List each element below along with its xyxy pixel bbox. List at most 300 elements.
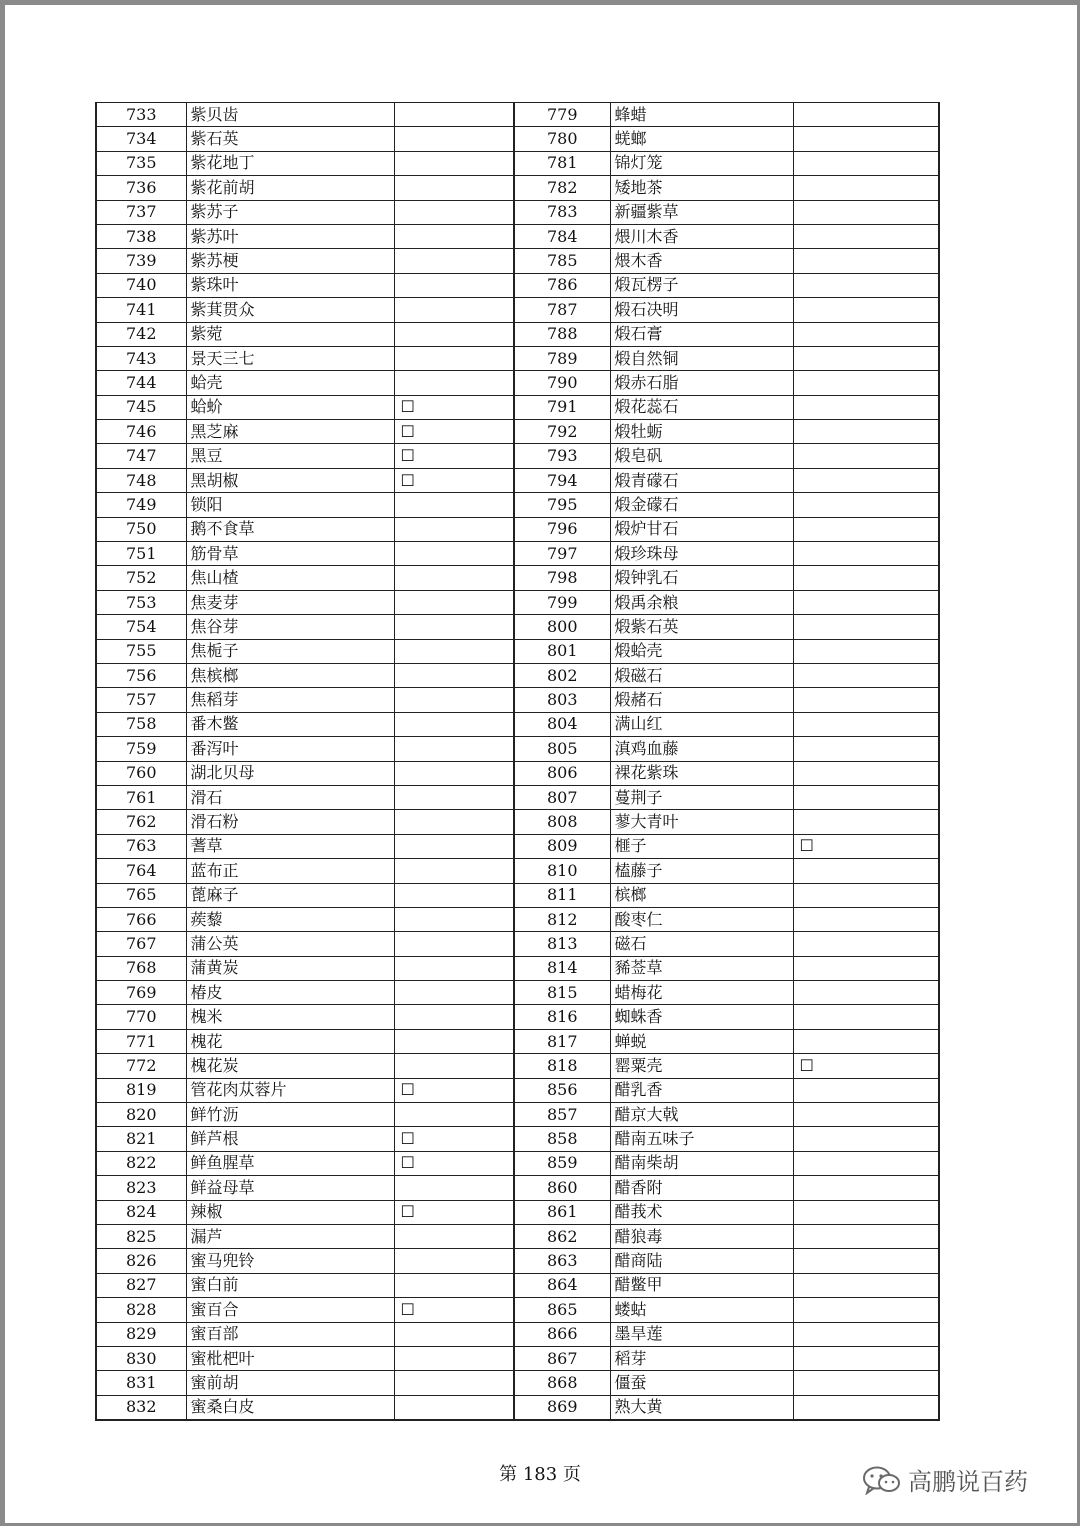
left-mark: ☐ [394, 1298, 514, 1322]
left-herb-name: 黑胡椒 [186, 468, 394, 492]
left-herb-name: 筋骨草 [186, 542, 394, 566]
right-mark [793, 859, 939, 883]
left-herb-name: 滑石 [186, 785, 394, 809]
right-mark [793, 1005, 939, 1029]
left-number: 757 [96, 688, 186, 712]
left-herb-name: 焦栀子 [186, 639, 394, 663]
right-mark [793, 1127, 939, 1151]
table-row [96, 346, 939, 370]
right-herb-name: 滇鸡血藤 [610, 737, 793, 761]
left-mark [394, 663, 514, 687]
left-mark [394, 1103, 514, 1127]
right-number: 862 [514, 1224, 610, 1248]
table-row [96, 1151, 939, 1175]
right-mark [793, 688, 939, 712]
left-number: 752 [96, 566, 186, 590]
right-mark [793, 1371, 939, 1395]
left-mark [394, 322, 514, 346]
left-number: 762 [96, 810, 186, 834]
left-herb-name: 紫石英 [186, 127, 394, 151]
right-mark [793, 444, 939, 468]
right-herb-name: 煨木香 [610, 249, 793, 273]
left-herb-name: 鲜益母草 [186, 1176, 394, 1200]
left-mark [394, 981, 514, 1005]
right-herb-name: 锦灯笼 [610, 151, 793, 175]
right-number: 861 [514, 1200, 610, 1224]
table-row [96, 1249, 939, 1273]
right-mark [793, 810, 939, 834]
left-herb-name: 漏芦 [186, 1224, 394, 1248]
right-herb-name: 榼藤子 [610, 859, 793, 883]
left-number: 829 [96, 1322, 186, 1346]
left-herb-name: 蓖麻子 [186, 883, 394, 907]
table-row [96, 688, 939, 712]
right-mark [793, 542, 939, 566]
left-number: 737 [96, 200, 186, 224]
right-herb-name: 煅赭石 [610, 688, 793, 712]
table-row [96, 273, 939, 297]
right-herb-name: 熟大黄 [610, 1395, 793, 1420]
left-mark [394, 712, 514, 736]
left-mark [394, 639, 514, 663]
right-herb-name: 僵蚕 [610, 1371, 793, 1395]
table-row [96, 883, 939, 907]
left-herb-name: 紫花前胡 [186, 176, 394, 200]
left-mark [394, 273, 514, 297]
left-mark [394, 224, 514, 248]
right-herb-name: 煅炉甘石 [610, 517, 793, 541]
right-number: 804 [514, 712, 610, 736]
table-row [96, 785, 939, 809]
left-number: 738 [96, 224, 186, 248]
right-number: 779 [514, 103, 610, 127]
right-number: 785 [514, 249, 610, 273]
right-herb-name: 醋京大戟 [610, 1103, 793, 1127]
left-mark: ☐ [394, 1200, 514, 1224]
table-row [96, 1005, 939, 1029]
right-herb-name: 矮地茶 [610, 176, 793, 200]
left-mark [394, 346, 514, 370]
right-number: 798 [514, 566, 610, 590]
right-mark [793, 1103, 939, 1127]
right-number: 858 [514, 1127, 610, 1151]
left-number: 767 [96, 932, 186, 956]
table-row [96, 420, 939, 444]
table-row [96, 200, 939, 224]
right-mark [793, 932, 939, 956]
right-herb-name: 醋南五味子 [610, 1127, 793, 1151]
left-mark [394, 956, 514, 980]
left-herb-name: 紫苏子 [186, 200, 394, 224]
wechat-icon [862, 1465, 902, 1495]
left-herb-name: 蓍草 [186, 834, 394, 858]
right-herb-name: 煅赤石脂 [610, 371, 793, 395]
left-number: 743 [96, 346, 186, 370]
right-number: 809 [514, 834, 610, 858]
table-row [96, 712, 939, 736]
table-row [96, 810, 939, 834]
left-number: 827 [96, 1273, 186, 1297]
left-herb-name: 蜜枇杷叶 [186, 1346, 394, 1370]
left-number: 745 [96, 395, 186, 419]
left-mark [394, 785, 514, 809]
left-herb-name: 蒲公英 [186, 932, 394, 956]
right-herb-name: 煅牡蛎 [610, 420, 793, 444]
right-mark [793, 1395, 939, 1420]
left-mark: ☐ [394, 444, 514, 468]
left-mark [394, 1249, 514, 1273]
left-number: 750 [96, 517, 186, 541]
right-number: 817 [514, 1029, 610, 1053]
left-mark: ☐ [394, 1151, 514, 1175]
table-row [96, 761, 939, 785]
left-herb-name: 番泻叶 [186, 737, 394, 761]
right-mark [793, 981, 939, 1005]
right-number: 799 [514, 590, 610, 614]
right-herb-name: 煅皂矾 [610, 444, 793, 468]
right-herb-name: 槟榔 [610, 883, 793, 907]
right-mark [793, 1249, 939, 1273]
herb-table [95, 102, 940, 1421]
right-herb-name: 豨莶草 [610, 956, 793, 980]
right-number: 793 [514, 444, 610, 468]
right-herb-name: 罂粟壳 [610, 1054, 793, 1078]
left-herb-name: 焦稻芽 [186, 688, 394, 712]
table-row [96, 395, 939, 419]
left-herb-name: 景天三七 [186, 346, 394, 370]
table-row [96, 151, 939, 175]
right-number: 869 [514, 1395, 610, 1420]
left-herb-name: 槐花 [186, 1029, 394, 1053]
left-herb-name: 槐花炭 [186, 1054, 394, 1078]
right-herb-name: 煅珍珠母 [610, 542, 793, 566]
left-mark [394, 1322, 514, 1346]
right-number: 812 [514, 907, 610, 931]
right-mark [793, 1078, 939, 1102]
table-row [96, 127, 939, 151]
left-herb-name: 滑石粉 [186, 810, 394, 834]
table-row [96, 468, 939, 492]
left-mark [394, 249, 514, 273]
right-herb-name: 醋南柴胡 [610, 1151, 793, 1175]
left-number: 819 [96, 1078, 186, 1102]
right-herb-name: 煅禹余粮 [610, 590, 793, 614]
left-mark [394, 103, 514, 127]
right-number: 797 [514, 542, 610, 566]
right-number: 796 [514, 517, 610, 541]
table-row [96, 1298, 939, 1322]
left-mark [394, 737, 514, 761]
left-mark [394, 371, 514, 395]
right-number: 800 [514, 615, 610, 639]
left-herb-name: 蛤壳 [186, 371, 394, 395]
left-herb-name: 紫珠叶 [186, 273, 394, 297]
left-number: 825 [96, 1224, 186, 1248]
table-row [96, 517, 939, 541]
left-herb-name: 紫苏叶 [186, 224, 394, 248]
left-mark [394, 859, 514, 883]
right-herb-name: 蜡梅花 [610, 981, 793, 1005]
left-herb-name: 蒺藜 [186, 907, 394, 931]
left-herb-name: 蛤蚧 [186, 395, 394, 419]
right-herb-name: 煅紫石英 [610, 615, 793, 639]
left-number: 740 [96, 273, 186, 297]
left-number: 748 [96, 468, 186, 492]
right-number: 805 [514, 737, 610, 761]
right-mark [793, 737, 939, 761]
right-mark [793, 590, 939, 614]
right-number: 787 [514, 298, 610, 322]
left-herb-name: 紫菀 [186, 322, 394, 346]
right-number: 788 [514, 322, 610, 346]
left-mark: ☐ [394, 1078, 514, 1102]
right-mark [793, 1176, 939, 1200]
table-row [96, 834, 939, 858]
left-number: 751 [96, 542, 186, 566]
left-number: 770 [96, 1005, 186, 1029]
right-mark [793, 663, 939, 687]
table-row [96, 859, 939, 883]
left-number: 759 [96, 737, 186, 761]
right-number: 801 [514, 639, 610, 663]
table-row [96, 298, 939, 322]
left-herb-name: 槐米 [186, 1005, 394, 1029]
left-number: 769 [96, 981, 186, 1005]
right-mark [793, 712, 939, 736]
left-number: 821 [96, 1127, 186, 1151]
right-herb-name: 酸枣仁 [610, 907, 793, 931]
table-row [96, 932, 939, 956]
right-number: 866 [514, 1322, 610, 1346]
left-number: 742 [96, 322, 186, 346]
right-mark [793, 1029, 939, 1053]
left-herb-name: 蜜马兜铃 [186, 1249, 394, 1273]
right-number: 781 [514, 151, 610, 175]
left-number: 739 [96, 249, 186, 273]
right-number: 806 [514, 761, 610, 785]
left-herb-name: 管花肉苁蓉片 [186, 1078, 394, 1102]
left-herb-name: 黑芝麻 [186, 420, 394, 444]
right-mark [793, 298, 939, 322]
right-mark [793, 883, 939, 907]
left-number: 744 [96, 371, 186, 395]
left-number: 741 [96, 298, 186, 322]
right-number: 856 [514, 1078, 610, 1102]
right-number: 803 [514, 688, 610, 712]
left-mark [394, 566, 514, 590]
left-number: 736 [96, 176, 186, 200]
table-row [96, 1054, 939, 1078]
left-mark [394, 1054, 514, 1078]
right-number: 791 [514, 395, 610, 419]
right-herb-name: 稻芽 [610, 1346, 793, 1370]
left-number: 820 [96, 1103, 186, 1127]
left-mark [394, 1346, 514, 1370]
right-number: 810 [514, 859, 610, 883]
table-row [96, 639, 939, 663]
right-herb-name: 煅磁石 [610, 663, 793, 687]
left-mark [394, 200, 514, 224]
left-mark [394, 1224, 514, 1248]
table-row [96, 1176, 939, 1200]
right-herb-name: 磁石 [610, 932, 793, 956]
table-row [96, 1200, 939, 1224]
table-row [96, 444, 939, 468]
right-number: 814 [514, 956, 610, 980]
right-herb-name: 醋商陆 [610, 1249, 793, 1273]
left-number: 768 [96, 956, 186, 980]
left-number: 772 [96, 1054, 186, 1078]
table-row [96, 1029, 939, 1053]
left-mark: ☐ [394, 420, 514, 444]
right-number: 792 [514, 420, 610, 444]
right-number: 802 [514, 663, 610, 687]
left-herb-name: 鲜鱼腥草 [186, 1151, 394, 1175]
right-herb-name: 煅自然铜 [610, 346, 793, 370]
right-herb-name: 煅花蕊石 [610, 395, 793, 419]
left-herb-name: 焦谷芽 [186, 615, 394, 639]
right-herb-name: 蜂蜡 [610, 103, 793, 127]
table-row [96, 1395, 939, 1420]
left-number: 734 [96, 127, 186, 151]
left-mark [394, 1005, 514, 1029]
right-number: 867 [514, 1346, 610, 1370]
right-herb-name: 榧子 [610, 834, 793, 858]
right-number: 816 [514, 1005, 610, 1029]
left-number: 832 [96, 1395, 186, 1420]
left-mark [394, 932, 514, 956]
right-mark [793, 566, 939, 590]
left-herb-name: 焦槟榔 [186, 663, 394, 687]
right-mark [793, 322, 939, 346]
table-row [96, 1346, 939, 1370]
right-number: 863 [514, 1249, 610, 1273]
right-mark [793, 127, 939, 151]
table-row [96, 1078, 939, 1102]
right-number: 782 [514, 176, 610, 200]
page-number: 第 183 页 [499, 1464, 581, 1485]
right-mark: ☐ [793, 1054, 939, 1078]
left-number: 735 [96, 151, 186, 175]
right-mark [793, 1322, 939, 1346]
left-mark [394, 542, 514, 566]
right-number: 808 [514, 810, 610, 834]
right-mark [793, 785, 939, 809]
left-herb-name: 蜜白前 [186, 1273, 394, 1297]
left-mark [394, 907, 514, 931]
left-herb-name: 焦麦芽 [186, 590, 394, 614]
right-mark [793, 1298, 939, 1322]
left-mark [394, 590, 514, 614]
table-row [96, 371, 939, 395]
right-mark [793, 761, 939, 785]
right-number: 780 [514, 127, 610, 151]
table-row [96, 615, 939, 639]
left-number: 747 [96, 444, 186, 468]
left-number: 733 [96, 103, 186, 127]
right-number: 811 [514, 883, 610, 907]
table-row [96, 1273, 939, 1297]
left-herb-name: 紫花地丁 [186, 151, 394, 175]
right-mark [793, 1273, 939, 1297]
right-herb-name: 醋莪术 [610, 1200, 793, 1224]
right-number: 784 [514, 224, 610, 248]
herb-table-body [96, 103, 939, 1421]
left-mark [394, 1273, 514, 1297]
left-herb-name: 锁阳 [186, 493, 394, 517]
right-mark [793, 1200, 939, 1224]
right-mark [793, 468, 939, 492]
right-mark [793, 493, 939, 517]
right-number: 813 [514, 932, 610, 956]
left-mark [394, 688, 514, 712]
right-mark: ☐ [793, 834, 939, 858]
left-number: 761 [96, 785, 186, 809]
table-row [96, 1224, 939, 1248]
left-herb-name: 蜜桑白皮 [186, 1395, 394, 1420]
table-row [96, 493, 939, 517]
left-herb-name: 湖北贝母 [186, 761, 394, 785]
right-number: 857 [514, 1103, 610, 1127]
right-mark [793, 371, 939, 395]
right-number: 859 [514, 1151, 610, 1175]
left-mark [394, 1371, 514, 1395]
right-number: 786 [514, 273, 610, 297]
right-mark [793, 420, 939, 444]
table-row [96, 1103, 939, 1127]
right-herb-name: 蝉蜕 [610, 1029, 793, 1053]
right-mark [793, 346, 939, 370]
right-mark [793, 956, 939, 980]
left-mark [394, 834, 514, 858]
left-number: 758 [96, 712, 186, 736]
left-number: 760 [96, 761, 186, 785]
left-number: 822 [96, 1151, 186, 1175]
right-number: 860 [514, 1176, 610, 1200]
right-number: 865 [514, 1298, 610, 1322]
right-herb-name: 煅石决明 [610, 298, 793, 322]
left-number: 765 [96, 883, 186, 907]
left-number: 749 [96, 493, 186, 517]
right-herb-name: 蓼大青叶 [610, 810, 793, 834]
table-row [96, 663, 939, 687]
right-number: 868 [514, 1371, 610, 1395]
right-mark [793, 639, 939, 663]
left-herb-name: 蜜前胡 [186, 1371, 394, 1395]
left-number: 754 [96, 615, 186, 639]
table-row [96, 566, 939, 590]
right-herb-name: 煨川木香 [610, 224, 793, 248]
right-herb-name: 蜣螂 [610, 127, 793, 151]
table-row [96, 590, 939, 614]
watermark-text: 高鹏说百药 [908, 1468, 1028, 1496]
left-herb-name: 紫苏梗 [186, 249, 394, 273]
left-number: 746 [96, 420, 186, 444]
left-mark [394, 151, 514, 175]
right-herb-name: 蔓荆子 [610, 785, 793, 809]
right-herb-name: 蝼蛄 [610, 1298, 793, 1322]
table-row [96, 224, 939, 248]
left-herb-name: 紫萁贯众 [186, 298, 394, 322]
right-herb-name: 醋鳖甲 [610, 1273, 793, 1297]
right-mark [793, 103, 939, 127]
left-herb-name: 椿皮 [186, 981, 394, 1005]
left-number: 764 [96, 859, 186, 883]
right-herb-name: 醋乳香 [610, 1078, 793, 1102]
right-mark [793, 200, 939, 224]
left-mark [394, 761, 514, 785]
right-number: 790 [514, 371, 610, 395]
